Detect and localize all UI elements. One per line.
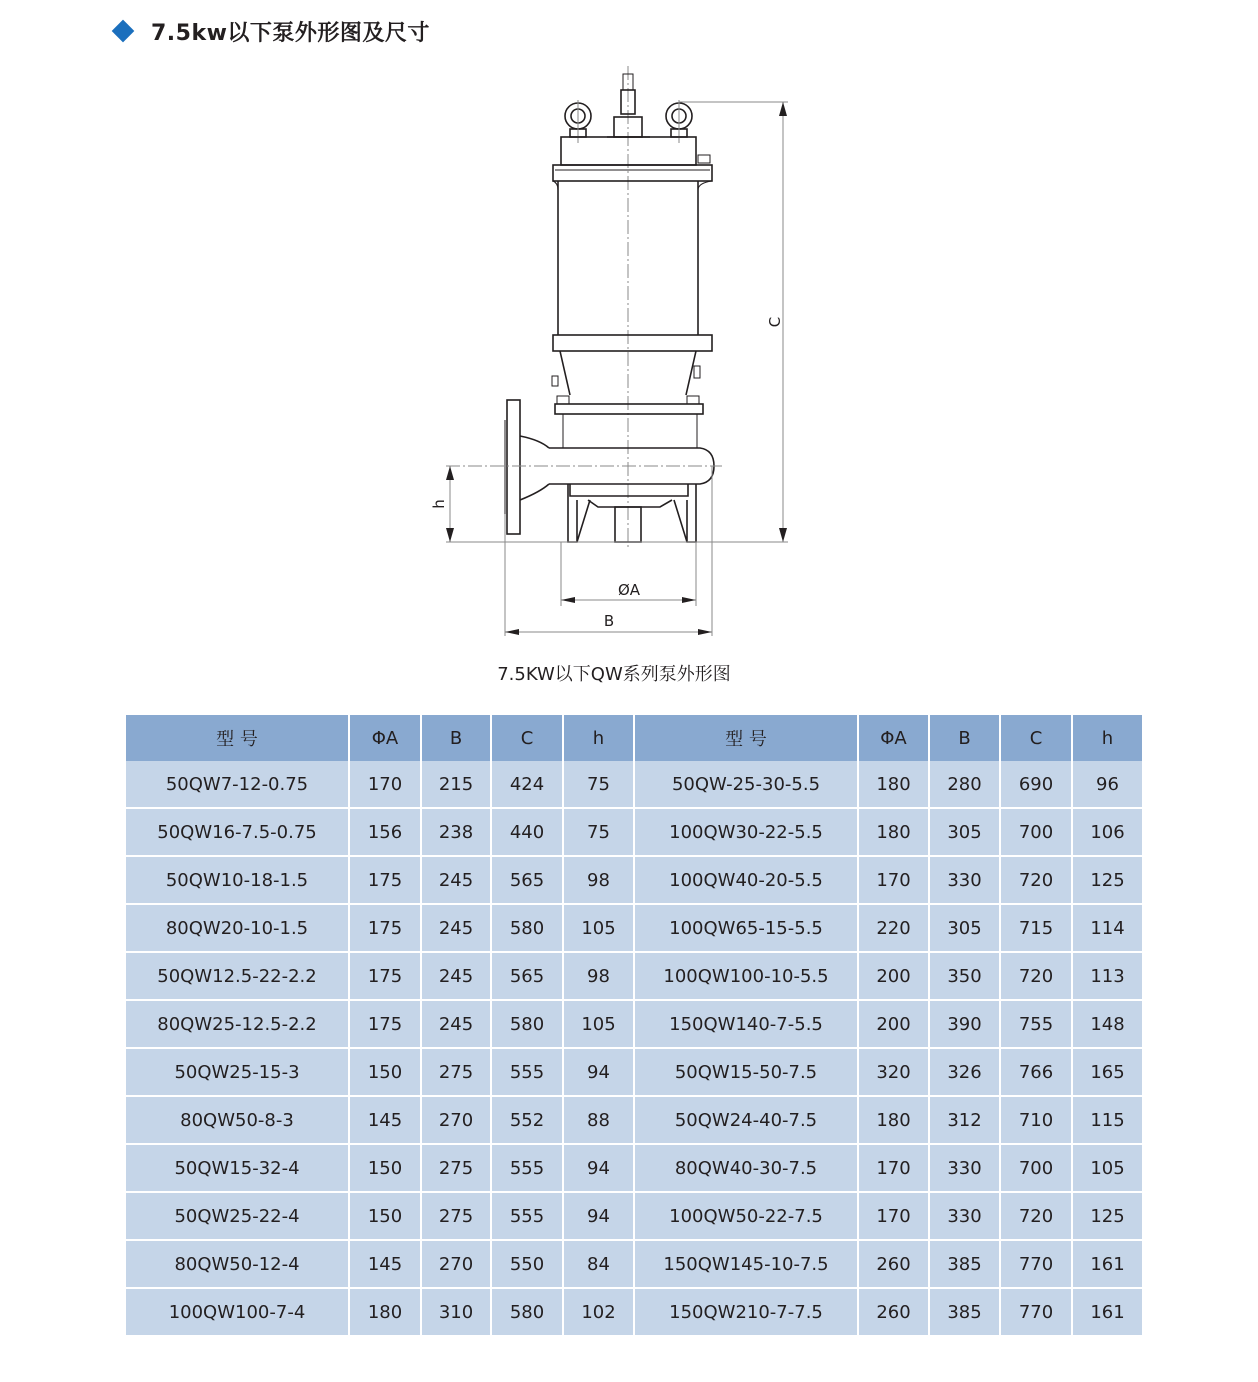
cell-model: 50QW7-12-0.75 (126, 761, 349, 808)
cell-c: 440 (491, 808, 563, 856)
cell-b: 280 (929, 761, 1000, 808)
cell-model: 100QW40-20-5.5 (634, 856, 858, 904)
cell-model: 50QW12.5-22-2.2 (126, 952, 349, 1000)
header-c: C (1000, 715, 1072, 761)
cell-c: 565 (491, 952, 563, 1000)
dim-label-h: h (430, 499, 448, 509)
cell-phi-a: 170 (858, 1144, 929, 1192)
cell-h: 75 (563, 761, 634, 808)
cell-model: 100QW65-15-5.5 (634, 904, 858, 952)
cell-h: 105 (1072, 1144, 1142, 1192)
cell-b: 238 (421, 808, 491, 856)
cell-c: 555 (491, 1144, 563, 1192)
table-row (126, 1192, 1142, 1240)
cell-model: 80QW50-8-3 (126, 1096, 349, 1144)
cell-model: 50QW25-15-3 (126, 1048, 349, 1096)
drawing-caption: 7.5KW以下QW系列泵外形图 (497, 664, 731, 685)
cell-b: 385 (929, 1288, 1000, 1335)
cell-c: 720 (1000, 952, 1072, 1000)
cell-c: 555 (491, 1192, 563, 1240)
cell-phi-a: 170 (858, 856, 929, 904)
cell-c: 766 (1000, 1048, 1072, 1096)
cell-c: 755 (1000, 1000, 1072, 1048)
cell-b: 215 (421, 761, 491, 808)
cell-model: 100QW50-22-7.5 (634, 1192, 858, 1240)
cell-phi-a: 260 (858, 1240, 929, 1288)
cell-c: 770 (1000, 1240, 1072, 1288)
cell-model: 50QW15-50-7.5 (634, 1048, 858, 1096)
cell-h: 125 (1072, 1192, 1142, 1240)
cell-model: 50QW16-7.5-0.75 (126, 808, 349, 856)
cell-model: 80QW20-10-1.5 (126, 904, 349, 952)
cell-b: 245 (421, 904, 491, 952)
cell-c: 555 (491, 1048, 563, 1096)
cell-h: 94 (563, 1192, 634, 1240)
cell-h: 165 (1072, 1048, 1142, 1096)
cell-c: 565 (491, 856, 563, 904)
table-row (126, 808, 1142, 856)
pump-dimension-table (126, 715, 1142, 1335)
header-phi-a: ΦA (349, 715, 421, 761)
cell-h: 115 (1072, 1096, 1142, 1144)
header-h: h (1072, 715, 1142, 761)
cell-c: 700 (1000, 808, 1072, 856)
cell-phi-a: 260 (858, 1288, 929, 1335)
cell-h: 105 (563, 1000, 634, 1048)
cell-b: 305 (929, 904, 1000, 952)
cell-c: 715 (1000, 904, 1072, 952)
cell-h: 114 (1072, 904, 1142, 952)
cell-b: 305 (929, 808, 1000, 856)
cell-phi-a: 156 (349, 808, 421, 856)
cell-h: 161 (1072, 1240, 1142, 1288)
cell-model: 50QW-25-30-5.5 (634, 761, 858, 808)
table-row (126, 904, 1142, 952)
dim-label-c: C (766, 316, 784, 328)
cell-c: 552 (491, 1096, 563, 1144)
cell-b: 270 (421, 1096, 491, 1144)
cell-h: 105 (563, 904, 634, 952)
cell-h: 113 (1072, 952, 1142, 1000)
cell-h: 84 (563, 1240, 634, 1288)
cell-b: 385 (929, 1240, 1000, 1288)
cell-c: 720 (1000, 856, 1072, 904)
table-row (126, 1144, 1142, 1192)
cell-b: 390 (929, 1000, 1000, 1048)
cell-model: 100QW100-10-5.5 (634, 952, 858, 1000)
cell-c: 720 (1000, 1192, 1072, 1240)
cell-b: 330 (929, 1144, 1000, 1192)
cell-phi-a: 175 (349, 952, 421, 1000)
cell-phi-a: 180 (349, 1288, 421, 1335)
cell-c: 700 (1000, 1144, 1072, 1192)
cell-model: 80QW25-12.5-2.2 (126, 1000, 349, 1048)
header-model: 型 号 (634, 715, 858, 761)
table-row (126, 952, 1142, 1000)
cell-c: 690 (1000, 761, 1072, 808)
cell-b: 330 (929, 1192, 1000, 1240)
cell-model: 50QW25-22-4 (126, 1192, 349, 1240)
cell-h: 75 (563, 808, 634, 856)
dim-label-b: B (603, 612, 615, 630)
cell-model: 80QW40-30-7.5 (634, 1144, 858, 1192)
cell-phi-a: 175 (349, 1000, 421, 1048)
cell-model: 50QW10-18-1.5 (126, 856, 349, 904)
cell-c: 550 (491, 1240, 563, 1288)
cell-b: 270 (421, 1240, 491, 1288)
cell-phi-a: 200 (858, 952, 929, 1000)
header-b: B (421, 715, 491, 761)
table-row (126, 1000, 1142, 1048)
table-header-row (126, 715, 1142, 761)
cell-phi-a: 180 (858, 761, 929, 808)
cell-h: 96 (1072, 761, 1142, 808)
cell-model: 150QW140-7-5.5 (634, 1000, 858, 1048)
cell-h: 94 (563, 1048, 634, 1096)
cell-b: 326 (929, 1048, 1000, 1096)
cell-h: 88 (563, 1096, 634, 1144)
cell-h: 94 (563, 1144, 634, 1192)
cell-b: 275 (421, 1048, 491, 1096)
cell-c: 580 (491, 1000, 563, 1048)
cell-b: 350 (929, 952, 1000, 1000)
cell-b: 330 (929, 856, 1000, 904)
cell-h: 102 (563, 1288, 634, 1335)
cell-b: 245 (421, 1000, 491, 1048)
table-row (126, 1048, 1142, 1096)
cell-phi-a: 200 (858, 1000, 929, 1048)
cell-phi-a: 145 (349, 1096, 421, 1144)
cell-phi-a: 170 (349, 761, 421, 808)
cell-model: 80QW50-12-4 (126, 1240, 349, 1288)
cell-phi-a: 220 (858, 904, 929, 952)
cell-model: 150QW210-7-7.5 (634, 1288, 858, 1335)
cell-h: 161 (1072, 1288, 1142, 1335)
cell-b: 245 (421, 952, 491, 1000)
cell-h: 106 (1072, 808, 1142, 856)
header-phi-a: ΦA (858, 715, 929, 761)
cell-c: 580 (491, 904, 563, 952)
cell-c: 710 (1000, 1096, 1072, 1144)
cell-h: 125 (1072, 856, 1142, 904)
cell-phi-a: 170 (858, 1192, 929, 1240)
cell-b: 312 (929, 1096, 1000, 1144)
header-b: B (929, 715, 1000, 761)
cell-b: 245 (421, 856, 491, 904)
cell-model: 150QW145-10-7.5 (634, 1240, 858, 1288)
pump-outline-drawing (0, 0, 1258, 660)
cell-b: 275 (421, 1192, 491, 1240)
table-row (126, 1288, 1142, 1335)
cell-phi-a: 180 (858, 808, 929, 856)
table-row (126, 1096, 1142, 1144)
cell-h: 98 (563, 856, 634, 904)
cell-model: 50QW15-32-4 (126, 1144, 349, 1192)
cell-h: 98 (563, 952, 634, 1000)
cell-phi-a: 150 (349, 1048, 421, 1096)
header-h: h (563, 715, 634, 761)
cell-phi-a: 175 (349, 856, 421, 904)
table-row (126, 1240, 1142, 1288)
cell-phi-a: 145 (349, 1240, 421, 1288)
cell-c: 770 (1000, 1288, 1072, 1335)
cell-c: 580 (491, 1288, 563, 1335)
cell-c: 424 (491, 761, 563, 808)
cell-phi-a: 175 (349, 904, 421, 952)
header-model: 型 号 (126, 715, 349, 761)
table-row (126, 761, 1142, 808)
cell-b: 275 (421, 1144, 491, 1192)
cell-h: 148 (1072, 1000, 1142, 1048)
cell-model: 50QW24-40-7.5 (634, 1096, 858, 1144)
dim-label-phi-a: ØA (617, 581, 641, 599)
cell-phi-a: 180 (858, 1096, 929, 1144)
cell-model: 100QW30-22-5.5 (634, 808, 858, 856)
header-c: C (491, 715, 563, 761)
cell-phi-a: 150 (349, 1144, 421, 1192)
cell-phi-a: 150 (349, 1192, 421, 1240)
cell-phi-a: 320 (858, 1048, 929, 1096)
cell-model: 100QW100-7-4 (126, 1288, 349, 1335)
section-title: 7.5kw以下泵外形图及尺寸 (151, 20, 430, 46)
table-row (126, 856, 1142, 904)
cell-b: 310 (421, 1288, 491, 1335)
